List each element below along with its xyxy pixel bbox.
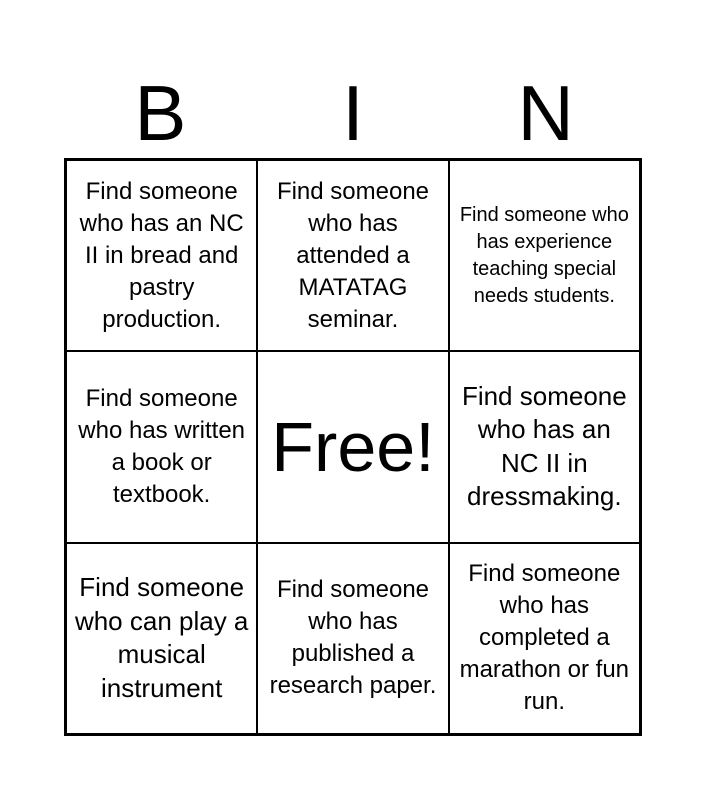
bingo-header	[64, 68, 642, 158]
cell-text: Find someone who has completed a marathon or fun run.	[459, 560, 630, 716]
cell-text: Find someone who has an NC II in dressmaking.	[461, 380, 627, 512]
header-letter-i: I	[342, 69, 364, 157]
bingo-cell-free[interactable]	[257, 351, 448, 542]
cell-text: Find someone who has published a research paper.	[269, 576, 437, 700]
bingo-cell-3[interactable]	[449, 160, 640, 351]
bingo-cell-6[interactable]	[449, 351, 640, 542]
bingo-cell-2[interactable]	[257, 160, 448, 351]
cell-text: Find someone who has an NC II in bread and pastry production.	[79, 177, 244, 333]
bingo-cell-1[interactable]	[66, 160, 257, 351]
bingo-cell-7[interactable]	[66, 543, 257, 734]
header-letter-n: N	[517, 69, 574, 157]
bingo-cell-9[interactable]	[449, 543, 640, 734]
cell-text: Find someone who has attended a MATATAG seminar.	[276, 177, 430, 333]
cell-text: Find someone who can play a musical instrument	[74, 572, 249, 703]
cell-text: Find someone who has written a book or textbook.	[78, 384, 246, 508]
bingo-cell-4[interactable]	[66, 351, 257, 542]
header-letter-b: B	[134, 69, 187, 157]
bingo-grid	[64, 158, 642, 736]
cell-text: Find someone who has experience teaching special needs students.	[459, 203, 629, 307]
bingo-cell-8[interactable]	[257, 543, 448, 734]
free-space-text: Free!	[271, 407, 435, 486]
